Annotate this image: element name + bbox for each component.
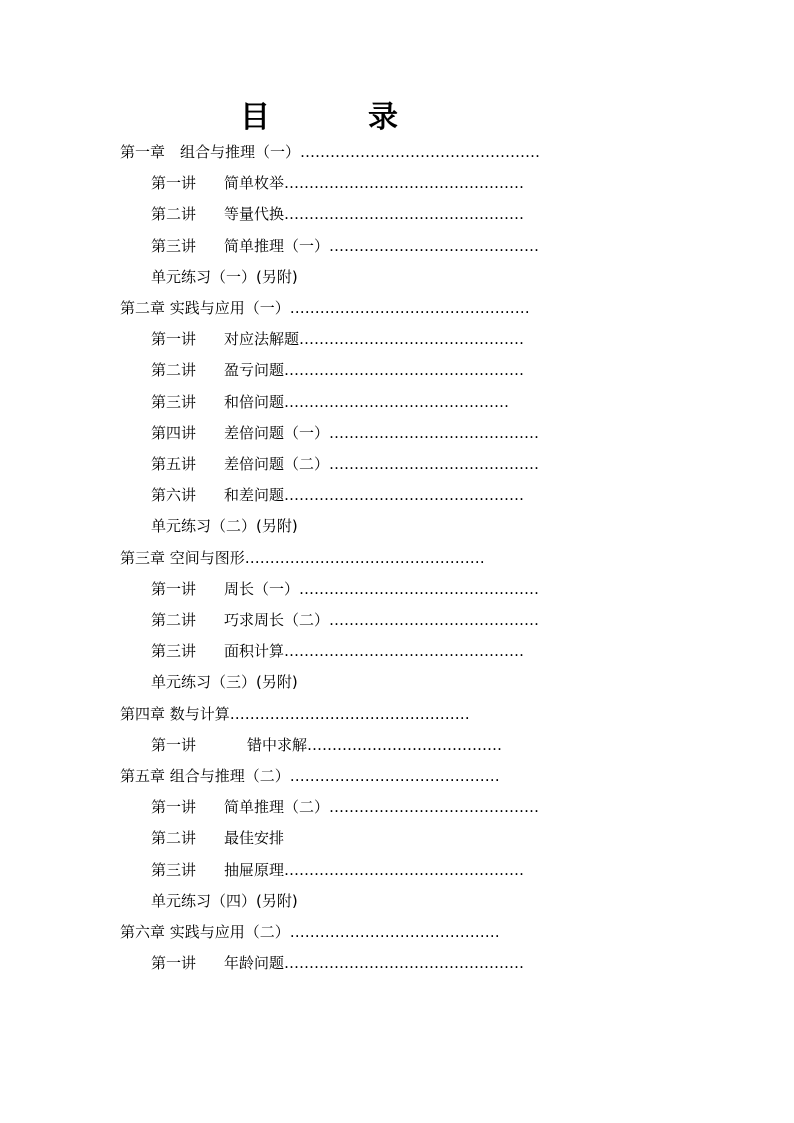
lecture-title: 简单推理（一） [224, 236, 330, 255]
entry-label: 第四章 数与计算 [120, 704, 230, 723]
dot-leader: …………………………………… [289, 767, 500, 785]
lecture-entry [151, 792, 557, 823]
dot-leader: ………………………………………… [284, 642, 525, 661]
chapter-heading [120, 917, 543, 948]
dot-leader: ………………………………………… [284, 954, 525, 973]
chapter-heading [120, 761, 543, 792]
lecture-number: 第二讲 [151, 361, 197, 380]
entry-label: 单元练习（一）(另附) [151, 267, 298, 286]
lecture-title: 差倍问题（一） [224, 423, 330, 442]
unit-exercise-entry [151, 886, 298, 917]
dot-leader: …………………………………… [329, 423, 540, 442]
lecture-entry [151, 730, 533, 761]
lecture-number: 第三讲 [151, 236, 197, 255]
lecture-entry [151, 231, 557, 262]
dot-leader: ………………………………………… [289, 299, 530, 317]
title-char-1: 目 [240, 100, 270, 135]
dot-leader: ………………………………… [307, 735, 503, 754]
lecture-title: 简单推理（二） [224, 798, 330, 817]
dot-leader: …………………………………… [329, 455, 540, 473]
lecture-entry [151, 480, 542, 511]
lecture-entry [151, 168, 542, 199]
dot-leader: ……………………………………… [284, 392, 510, 411]
lecture-title: 年龄问题 [224, 954, 285, 973]
lecture-entry [151, 324, 542, 355]
unit-exercise-entry [151, 511, 298, 542]
dot-leader: …………………………………… [329, 611, 540, 629]
lecture-number: 第一讲 [151, 579, 197, 598]
lecture-title: 简单枚举 [224, 174, 285, 193]
lecture-title: 巧求周长（二） [224, 611, 330, 629]
entry-label: 单元练习（四）(另附) [151, 891, 298, 910]
lecture-number: 第六讲 [151, 486, 197, 505]
title-char-2: 录 [368, 100, 398, 135]
dot-leader: …………………………………… [329, 798, 540, 817]
entry-label: 单元练习（二）(另附) [151, 517, 298, 536]
dot-leader: …………………………………… [329, 236, 540, 255]
chapter-heading [120, 293, 559, 324]
lecture-number: 第二讲 [151, 205, 197, 224]
lecture-number: 第二讲 [151, 829, 197, 848]
lecture-number: 第一讲 [151, 330, 197, 349]
chapter-heading [120, 699, 527, 730]
lecture-number: 第一讲 [151, 954, 197, 973]
lecture-number: 第一讲 [151, 174, 197, 193]
lecture-title: 周长（一） [224, 579, 300, 598]
lecture-title: 和差问题 [224, 486, 285, 505]
lecture-entry [151, 823, 284, 854]
lecture-entry [151, 636, 542, 667]
dot-leader: ………………………………………… [284, 361, 525, 380]
lecture-number: 第一讲 [151, 735, 197, 754]
entry-label: 第六章 实践与应用（二） [120, 923, 290, 941]
lecture-number: 第三讲 [151, 860, 197, 879]
lecture-title: 面积计算 [224, 642, 285, 661]
lecture-entry [151, 449, 557, 480]
lecture-number: 第二讲 [151, 611, 197, 629]
lecture-entry [151, 605, 557, 636]
lecture-entry [151, 355, 542, 386]
dot-leader: ………………………………………… [284, 486, 525, 505]
dot-leader: …………………………………… [289, 923, 500, 941]
dot-leader: ……………………………………… [299, 330, 525, 349]
unit-exercise-entry [151, 667, 298, 698]
entry-label: 第五章 组合与推理（二） [120, 767, 290, 785]
lecture-title: 对应法解题 [224, 330, 300, 349]
dot-leader: ………………………………………… [284, 174, 525, 193]
dot-leader: ………………………………………… [229, 704, 470, 723]
entry-label: 第二章 实践与应用（一） [120, 299, 290, 317]
page-title [0, 98, 794, 138]
lecture-number: 第三讲 [151, 642, 197, 661]
lecture-number: 第五讲 [151, 455, 197, 473]
lecture-entry [151, 855, 542, 886]
dot-leader: ………………………………………… [284, 205, 525, 224]
lecture-title: 盈亏问题 [224, 361, 285, 380]
lecture-entry [151, 418, 557, 449]
entry-label: 第三章 空间与图形 [120, 548, 245, 567]
lecture-number: 第四讲 [151, 423, 197, 442]
dot-leader: ………………………………………… [284, 860, 525, 879]
chapter-heading [120, 543, 543, 574]
lecture-number: 第一讲 [151, 798, 197, 817]
lecture-title: 和倍问题 [224, 392, 285, 411]
lecture-title: 抽屉原理 [224, 860, 285, 879]
lecture-title: 最佳安排 [224, 829, 285, 848]
unit-exercise-entry [151, 262, 298, 293]
lecture-title: 差倍问题（二） [224, 455, 330, 473]
lecture-number: 第三讲 [151, 392, 197, 411]
entry-label: 单元练习（三）(另附) [151, 673, 298, 692]
dot-leader: ………………………………………… [244, 548, 485, 567]
dot-leader: ………………………………………… [300, 143, 541, 161]
lecture-entry [151, 387, 526, 418]
dot-leader: ………………………………………… [299, 579, 540, 598]
lecture-entry [151, 574, 557, 605]
lecture-title: 错中求解 [247, 735, 308, 754]
lecture-title: 等量代换 [224, 205, 285, 224]
lecture-entry [151, 948, 542, 979]
chapter-heading [120, 137, 549, 168]
lecture-entry [151, 199, 542, 230]
entry-label: 第一章 组合与推理（一） [120, 143, 301, 161]
